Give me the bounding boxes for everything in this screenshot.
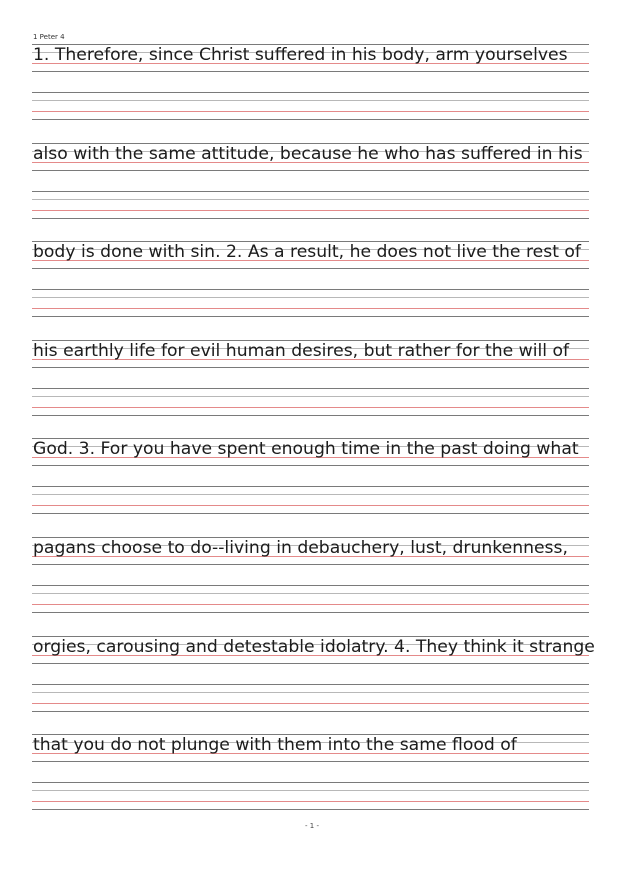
guide-line — [32, 268, 589, 269]
guide-line — [32, 782, 589, 783]
writing-block-3 — [32, 241, 589, 321]
guide-line — [32, 663, 589, 664]
guide-line — [32, 199, 589, 200]
page-number: - 1 - — [305, 822, 319, 830]
baseline-guide-red — [32, 111, 589, 112]
baseline-guide-red — [32, 703, 589, 704]
text-line-4: his earthly life for evil human desires, but rather for the will of — [33, 341, 570, 361]
guide-line — [32, 564, 589, 565]
writing-block-1 — [32, 44, 589, 124]
guide-line — [32, 585, 589, 586]
guide-line — [32, 100, 589, 101]
writing-block-6 — [32, 537, 589, 617]
text-line-1: 1. Therefore, since Christ suffered in his body, arm yourselves — [33, 45, 568, 65]
text-line-7: orgies, carousing and detestable idolatry. 4. They think it strange — [33, 637, 595, 657]
baseline-guide-red — [32, 505, 589, 506]
text-line-6: pagans choose to do--living in debauchery, lust, drunkenness, — [33, 538, 568, 558]
page-header-title: 1 Peter 4 — [33, 33, 65, 41]
guide-line — [32, 809, 589, 810]
writing-block-5 — [32, 438, 589, 518]
writing-block-8 — [32, 734, 589, 814]
text-line-2: also with the same attitude, because he who has suffered in his — [33, 144, 583, 164]
guide-line — [32, 612, 589, 613]
guide-line — [32, 191, 589, 192]
guide-line — [32, 316, 589, 317]
guide-line — [32, 396, 589, 397]
text-line-3: body is done with sin. 2. As a result, he does not live the rest of — [33, 242, 581, 262]
guide-line — [32, 692, 589, 693]
baseline-guide-red — [32, 210, 589, 211]
guide-line — [32, 289, 589, 290]
guide-line — [32, 684, 589, 685]
guide-line — [32, 92, 589, 93]
baseline-guide-red — [32, 308, 589, 309]
writing-block-2 — [32, 143, 589, 223]
text-line-5: God. 3. For you have spent enough time in the past doing what — [33, 439, 579, 459]
guide-line — [32, 297, 589, 298]
guide-line — [32, 218, 589, 219]
guide-line — [32, 494, 589, 495]
baseline-guide-red — [32, 407, 589, 408]
writing-block-4 — [32, 340, 589, 420]
guide-line — [32, 486, 589, 487]
guide-line — [32, 415, 589, 416]
guide-line — [32, 388, 589, 389]
text-line-8: that you do not plunge with them into the same flood of — [33, 735, 517, 755]
guide-line — [32, 465, 589, 466]
guide-line — [32, 119, 589, 120]
baseline-guide-red — [32, 801, 589, 802]
writing-block-7 — [32, 636, 595, 716]
baseline-guide-red — [32, 604, 589, 605]
guide-line — [32, 761, 589, 762]
guide-line — [32, 711, 589, 712]
guide-line — [32, 367, 589, 368]
guide-line — [32, 790, 589, 791]
guide-line — [32, 71, 589, 72]
guide-line — [32, 593, 589, 594]
guide-line — [32, 513, 589, 514]
guide-line — [32, 170, 589, 171]
